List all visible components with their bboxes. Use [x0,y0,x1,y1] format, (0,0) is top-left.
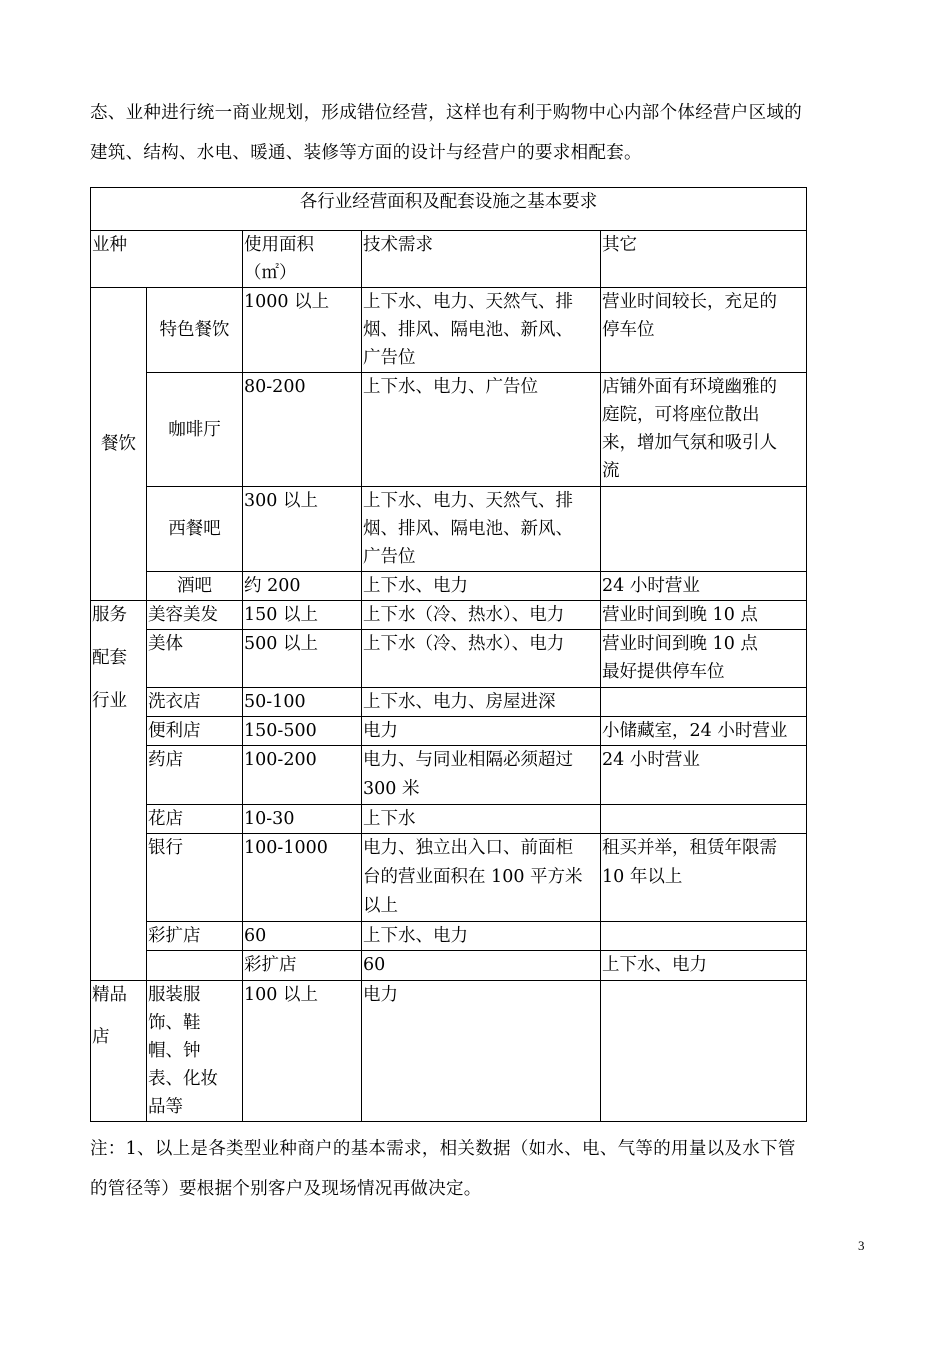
note-line-1: 注：1、以上是各类型业种商户的基本需求，相关数据（如水、电、气等的用量以及水下管 [90,1139,796,1159]
row-name: 酒吧 [147,572,243,601]
row-name-line: 服装服 [148,985,201,1005]
row-tech-line: 广告位 [363,547,416,567]
requirements-table [90,187,807,1122]
row-tech [362,746,601,805]
row-tech-line: 电力、与同业相隔必须超过 [363,750,573,770]
row-other-line: 营业时间较长，充足的 [602,292,777,312]
row-name-line: 帽、钟 [148,1041,201,1061]
row-tech-line: 广告位 [363,348,416,368]
row-other: 小储藏室，24 小时营业 [601,717,807,746]
row-other: 营业时间到晚 10 点 [601,601,807,630]
row-name: 美容美发 [147,601,243,630]
table-row [91,746,807,805]
row-name: 药店 [147,746,243,805]
group-empty [147,951,243,981]
row-tech: 电力 [362,717,601,746]
row-area: 100-200 [243,746,362,805]
row-other [601,487,807,572]
table-row [91,288,807,373]
row-other-line: 流 [602,461,620,481]
row-area: 50-100 [243,688,362,717]
table-row [91,922,807,951]
row-name: 西餐吧 [147,487,243,572]
table-row [91,601,807,630]
row-area: 60 [243,922,362,951]
row-other: 24 小时营业 [601,572,807,601]
group-service [91,601,147,981]
row-tech: 上下水（冷、热水）、电力 [362,601,601,630]
group-boutique-line: 精品 [92,985,127,1005]
row-area: 100-1000 [243,834,362,922]
row-tech-line: 300 米 [363,779,420,799]
row-tech-line: 台的营业面积在 100 平方米 [363,867,583,887]
row-tech [362,834,601,922]
row-other [601,922,807,951]
row-tech-line: 以上 [363,896,398,916]
row-name-line: 表、化妆 [148,1069,218,1089]
row-area: 150 以上 [243,601,362,630]
row-name [147,981,243,1122]
row-name-line: 品等 [148,1097,183,1117]
row-other [601,688,807,717]
table-title: 各行业经营面积及配套设施之基本要求 [91,188,807,231]
table-row [91,688,807,717]
row-tech: 上下水（冷、热水）、电力 [362,630,601,688]
row-tech-line: 烟、排风、隔电池、新风、 [363,519,573,539]
row-tech-line: 电力、独立出入口、前面柜 [363,838,573,858]
row-area: 10-30 [243,805,362,834]
intro-line-1: 态、业种进行统一商业规划，形成错位经营，这样也有利于购物中心内部个体经营户区域的 [90,103,802,123]
row-name: 便利店 [147,717,243,746]
row-area: 1000 以上 [243,288,362,373]
group-service-line: 服务 [92,605,127,625]
row-name: 彩扩店 [243,951,362,981]
row-name: 彩扩店 [147,922,243,951]
row-name: 银行 [147,834,243,922]
row-other [601,834,807,922]
header-other: 其它 [601,231,807,288]
row-tech [362,288,601,373]
row-other-line: 店铺外面有环境幽雅的 [602,377,777,397]
row-other [601,373,807,487]
row-tech: 上下水 [362,805,601,834]
header-area-line-2: （㎡） [244,263,297,283]
row-other [601,630,807,688]
row-other-line: 租买并举，租赁年限需 [602,838,777,858]
row-tech-line: 烟、排风、隔电池、新风、 [363,320,573,340]
row-other-line: 庭院，可将座位散出 [602,405,760,425]
header-area [243,231,362,288]
note-paragraph [90,1129,865,1209]
row-other-line: 停车位 [602,320,655,340]
row-name-line: 饰、鞋 [148,1013,201,1033]
table-row [91,981,807,1122]
row-other-line: 10 年以上 [602,867,683,887]
group-boutique [91,981,147,1122]
row-area: 60 [362,951,601,981]
row-name: 花店 [147,805,243,834]
row-area: 80-200 [243,373,362,487]
group-service-line: 配套 [92,648,127,668]
row-tech: 上下水、电力 [601,951,807,981]
row-area: 300 以上 [243,487,362,572]
row-area: 100 以上 [243,981,362,1122]
row-area: 150-500 [243,717,362,746]
row-tech: 上下水、电力 [362,572,601,601]
header-tech: 技术需求 [362,231,601,288]
row-other-line: 营业时间到晚 10 点 [602,634,758,654]
row-tech [362,487,601,572]
table-row [91,487,807,572]
row-name: 咖啡厅 [147,373,243,487]
header-category: 业种 [91,231,243,288]
intro-paragraph [90,93,865,173]
table-row [91,717,807,746]
row-name: 美体 [147,630,243,688]
row-tech-line: 上下水、电力、广告位 [363,377,538,397]
header-area-line-1: 使用面积 [244,235,314,255]
row-other-line: 最好提供停车位 [602,662,725,682]
row-other [601,288,807,373]
row-name: 洗衣店 [147,688,243,717]
group-catering: 餐饮 [91,288,147,601]
intro-line-2: 建筑、结构、水电、暖通、装修等方面的设计与经营户的要求相配套。 [90,143,642,163]
row-tech-line: 上下水、电力、天然气、排 [363,292,573,312]
row-other [601,981,807,1122]
row-other-line: 来，增加气氛和吸引人 [602,433,777,453]
row-tech-line: 上下水、电力、天然气、排 [363,491,573,511]
row-area: 500 以上 [243,630,362,688]
table-row [91,572,807,601]
group-service-line: 行业 [92,691,127,711]
row-tech: 上下水、电力、房屋进深 [362,688,601,717]
table-row [91,805,807,834]
row-tech: 电力 [362,981,601,1122]
row-other [601,805,807,834]
table-row [91,630,807,688]
group-boutique-line: 店 [92,1027,110,1047]
row-area: 约 200 [243,572,362,601]
row-other: 24 小时营业 [601,746,807,805]
page-number: 3 [858,1238,865,1253]
table-row [91,834,807,922]
row-name: 特色餐饮 [147,288,243,373]
row-tech: 上下水、电力 [362,922,601,951]
row-tech [362,373,601,487]
table-row [91,951,807,981]
note-line-2: 的管径等）要根据个别客户及现场情况再做决定。 [90,1179,482,1199]
table-row [91,373,807,487]
